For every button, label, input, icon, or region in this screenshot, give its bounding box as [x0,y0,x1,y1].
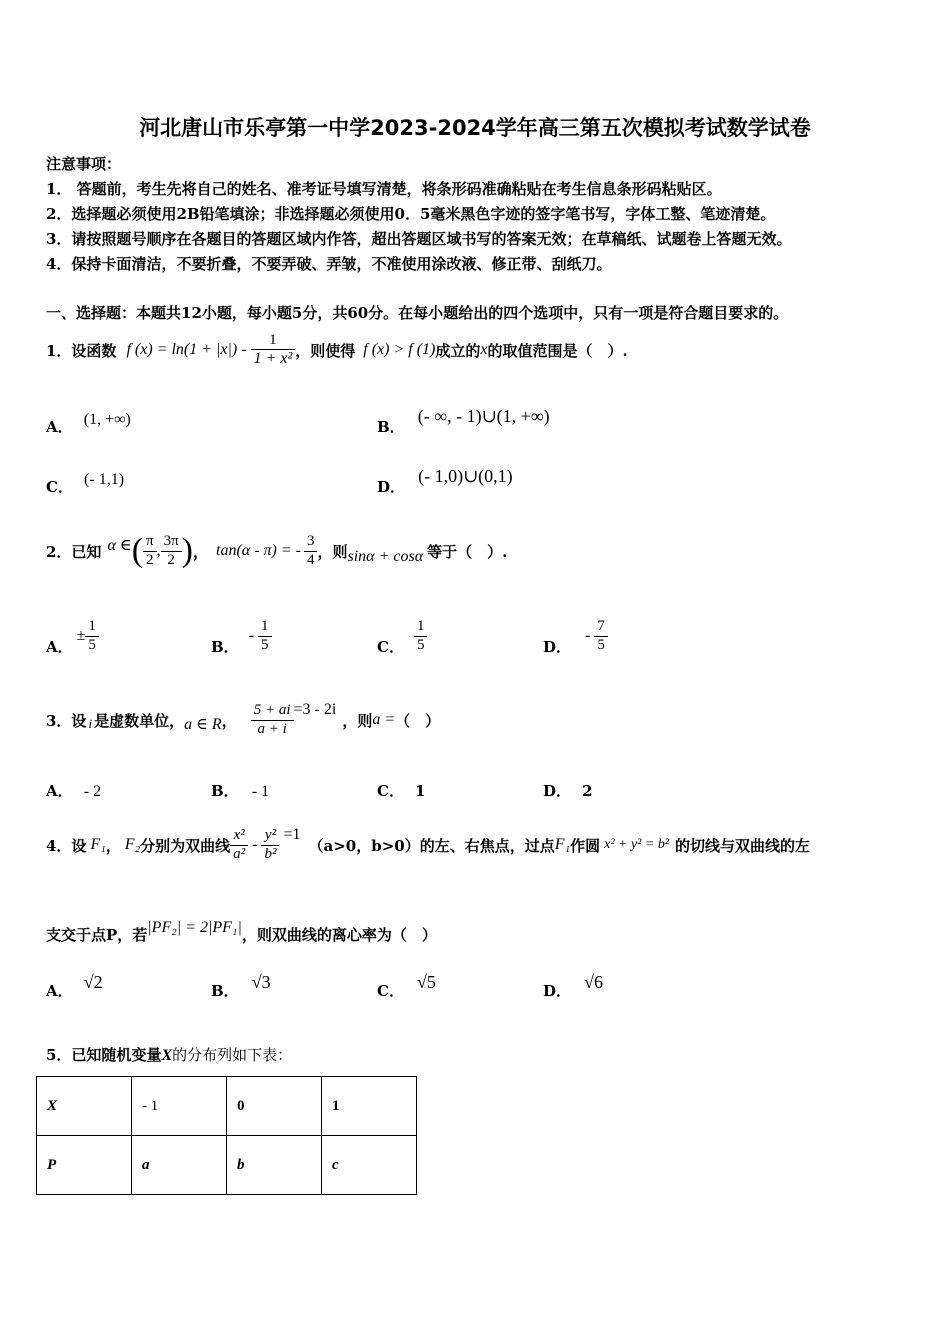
question-5 [46,1044,292,1065]
option-fraction [414,618,428,654]
q2-suffix: 等于（ ）. [427,542,508,561]
option-value: √5 [417,972,436,992]
q1-option-a[interactable] [46,411,131,437]
q4-text2: 作圆 [570,836,601,855]
option-label: A． [46,418,73,436]
q3-option-a[interactable] [46,780,101,801]
option-label: B． [211,982,239,1000]
q2-frac-pi2 [143,533,157,569]
q3-prefix: 3．设 [46,711,87,730]
option-label: D． [543,782,572,800]
q4-eq1: =1 [283,826,301,843]
option-sign: - [585,627,591,644]
frac-den: 2 [146,551,154,568]
option-value: √3 [251,972,271,992]
option-label: B． [211,637,239,656]
frac-den: 5 [597,636,605,653]
frac-num: 3π [161,533,182,551]
table-cell: 1 [322,1077,417,1136]
q3-option-b[interactable] [211,780,269,801]
q2-tan: tan(α - π) = - [216,542,301,559]
q1-option-d[interactable] [377,466,513,497]
q4-line2b: ，则双曲线的离心率为（ ） [241,925,437,944]
option-value: √2 [83,972,103,992]
section-heading: 一、选择题：本题共12小题，每小题5分，共60分。在每小题给出的四个选项中，只有一项是符合题目要求的。 [46,304,789,322]
option-label: D． [543,637,572,656]
frac-num: 5 + ai [251,702,294,720]
q4-option-a[interactable] [46,972,103,1001]
option-fraction [594,618,608,654]
q2-frac-3pi2 [161,533,182,569]
table-cell: a [132,1136,227,1195]
frac-den: 5 [88,636,96,653]
option-value: - 1 [251,783,270,800]
q4-line2a: 支交于点P，若 [46,925,148,944]
q4-option-d[interactable] [543,972,603,1001]
q1-fraction [251,332,296,369]
q2-option-b[interactable] [211,612,272,660]
q4-option-b[interactable] [211,972,271,1001]
notice-item: 2．选择题必须使用2B铅笔填涂；非选择题必须使用0．5毫米黑色字迹的签字笔书写，字体工整、笔迹清楚。 [46,205,776,223]
q3-comma: ， [221,711,237,730]
q1-prefix: 1．设函数 [46,341,117,360]
q4-F2: F₂ [124,836,141,853]
option-sign: - [248,627,255,644]
frac-num: x² [230,827,248,845]
q4-pf: |PF₂| = 2|PF₁| [147,919,242,936]
option-value: 2 [582,782,593,800]
frac-num: 1 [85,618,99,636]
q3-text1: 是虚数单位， [94,711,185,730]
option-value: (- 1,1) [84,471,125,488]
q1-suffix: 成立的 [435,341,481,360]
table-cell: - 1 [132,1077,227,1136]
question-3 [46,694,440,746]
q1-mid: ，则使得 [295,341,356,360]
option-value: (1, +∞) [83,411,131,428]
question-2 [46,526,507,576]
option-value: 1 [415,782,426,800]
frac-den: 4 [306,551,315,568]
q2-comma: ， [193,542,209,561]
q2-alpha-in: α ∈ [107,537,132,554]
q5-text-a: 5．已知随机变量 [46,1046,162,1064]
q4-cond: （a>0，b>0）的左、右焦点，过点 [308,836,555,855]
q3-fraction [251,702,294,738]
q1-suffix2: 的取值范围是（ ）. [487,341,628,360]
q1-option-b[interactable] [377,406,550,437]
q1-var: x [480,341,488,358]
q4-text3: 的切线与双曲线的左 [675,836,811,855]
q4-option-c[interactable] [377,972,436,1001]
q4-comma: ， [105,836,121,855]
q2-prefix: 2．已知 [46,542,102,561]
q3-a-eq: a = [372,711,396,728]
option-label: A． [46,782,73,800]
notice-item: 3．请按照题号顺序在各题目的答题区域内作答，超出答题区域书写的答案无效；在草稿纸、试题卷上答题无效。 [46,230,792,248]
q2-expr: sinα + cosα [347,548,424,565]
option-label: C． [377,782,404,800]
q4-frac-y [261,827,279,863]
frac-num: 3 [304,533,318,551]
q2-option-a[interactable] [46,612,99,660]
q2-mid: ，则 [317,542,348,561]
option-label: A． [46,637,73,656]
frac-den: b² [264,845,277,862]
frac-num: π [143,533,157,551]
notice-item: 4．保持卡面清洁，不要折叠，不要弄破、弄皱，不准使用涂改液、修正带、刮纸刀。 [46,255,612,273]
option-value: - 2 [83,783,102,800]
q4-minus: - [252,836,258,853]
option-fraction [85,618,99,654]
frac-num: y² [261,827,279,845]
frac-num: 1 [414,618,428,636]
distribution-table [36,1076,417,1195]
question-4-line2 [46,916,437,952]
q1-option-c[interactable] [46,471,125,497]
q4-circle: x² + y² = b² [604,837,670,852]
question-4 [46,816,810,874]
notice-heading: 注意事项： [46,155,122,173]
frac-den: a² [233,845,246,862]
frac-num: 1 [258,618,272,636]
option-label: C． [46,478,73,496]
table-cell: b [227,1136,322,1195]
question-1 [46,326,628,374]
q1-frac-den: 1 + x² [253,349,293,367]
q5-text-b: 的分布列如下表： [172,1046,293,1064]
option-label: A． [46,982,73,1000]
option-label: B． [377,418,405,436]
q3-option-c[interactable] [377,780,425,801]
option-label: C． [377,982,404,1000]
option-label: D． [377,478,406,496]
option-fraction [258,618,272,654]
q3-aR: a ∈ R [184,716,222,733]
q4-prefix: 4．设 [46,836,87,855]
q1-frac-num: 1 [251,332,296,350]
option-value: √6 [584,972,603,992]
option-label: B． [211,782,239,800]
q4-F1: F₁ [90,836,106,853]
option-label: D． [543,982,572,1000]
option-sign: ± [76,627,86,644]
option-label: C． [377,637,404,656]
option-value: (- 1,0)∪(0,1) [418,466,513,486]
frac-num: 7 [594,618,608,636]
table-row [37,1077,417,1136]
table-cell: 0 [227,1077,322,1136]
q3-option-d[interactable] [543,780,593,801]
q2-paren-close: ) [181,532,193,569]
q3-suffix: （ ） [395,711,441,730]
frac-den: a + i [257,720,287,737]
q2-option-c[interactable] [377,612,427,660]
q4-frac-x [230,827,248,863]
q5-X: X [161,1047,173,1064]
q3-rhs: =3 - 2i [293,701,337,718]
option-value: (- ∞, - 1)∪(1, +∞) [417,406,550,426]
table-cell: X [37,1077,132,1136]
q2-option-d[interactable] [543,612,608,660]
q3-i: i [88,716,93,731]
frac-den: 2 [167,551,175,568]
q2-comma-inner: , [156,542,161,559]
q4-text1: 分别为双曲线 [140,836,231,855]
q2-frac-34 [304,533,318,569]
page-title: 河北唐山市乐亭第一中学2023-2024学年高三第五次模拟考试数学试卷 [139,116,811,140]
frac-den: 5 [261,636,269,653]
table-row [37,1136,417,1195]
table-cell: c [322,1136,417,1195]
table-cell: P [37,1136,132,1195]
q1-function: f (x) = ln(1 + |x|) - [126,341,247,358]
q4-F1b: F₁ [554,836,571,853]
notice-item: 1． 答题前，考生先将自己的姓名、准考证号填写清楚，将条形码准确粘贴在考生信息条形码粘贴区。 [46,180,722,198]
q1-condition: f (x) > f (1) [363,341,436,358]
q3-text2: ，则 [342,711,373,730]
frac-den: 5 [416,636,425,653]
q2-paren-open: ( [131,532,144,569]
